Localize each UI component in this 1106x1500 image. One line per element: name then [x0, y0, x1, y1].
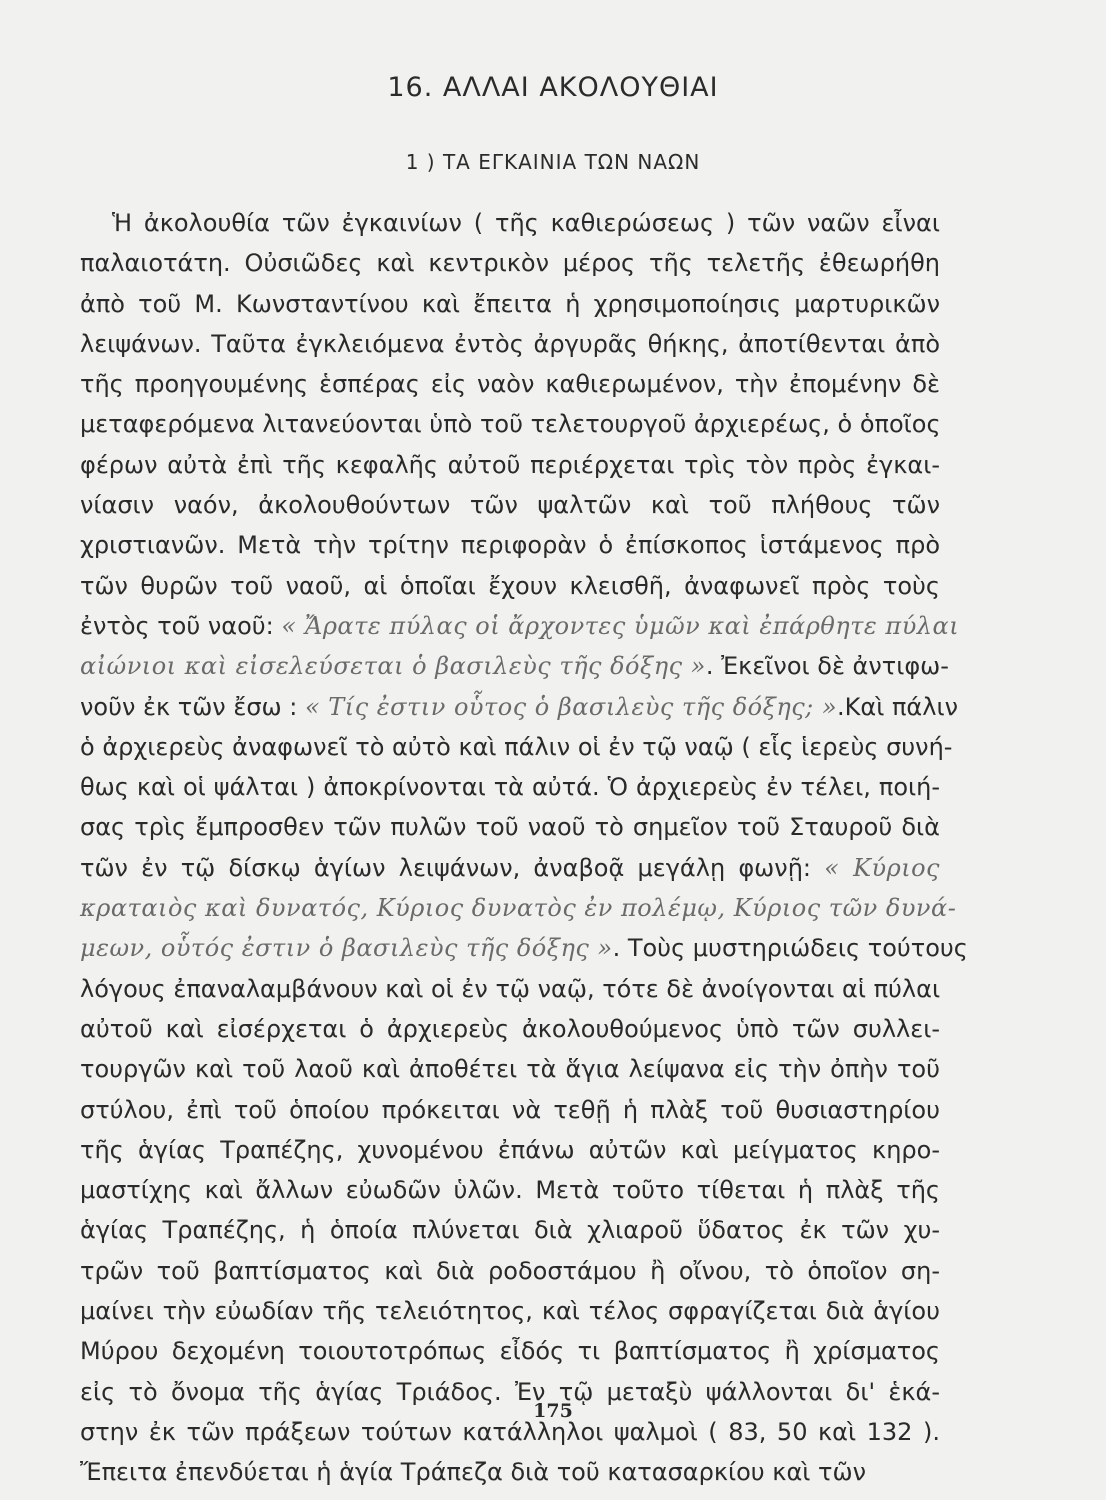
scripture-quote: « Ἄρατε πύλας οἱ ἄρχοντες ὑμῶν καὶ ἐπάρθητε πύλαι — [281, 611, 960, 640]
text-line: μαστίχης καὶ ἄλλων εὐωδῶν ὑλῶν. Μετὰ τοῦτο τίθεται ἡ πλὰξ τῆς — [80, 1176, 940, 1205]
scripture-quote: « Κύριος — [824, 853, 940, 882]
text-line — [80, 606, 960, 646]
line-text: . Ἐκεῖνοι δὲ ἀντιφω- — [705, 652, 949, 681]
line-text: νοῦν ἐκ τῶν ἔσω : — [80, 692, 305, 721]
scripture-quote: κραταιὸς καὶ δυνατός, Κύριος δυνατὸς ἐν πολέμῳ, Κύριος τῶν δυνά- — [80, 894, 957, 923]
text-line: ἁγίας Τραπέζης, ἡ ὁποία πλύνεται διὰ χλιαροῦ ὕδατος ἐκ τῶν χυ- — [80, 1216, 940, 1245]
text-line: λόγους ἐπαναλαμβάνουν καὶ οἱ ἐν τῷ ναῷ, τότε δὲ ἀνοίγονται αἱ πύλαι — [80, 974, 941, 1003]
scripture-quote: « Τίς ἐστιν οὗτος ὁ βασιλεὺς τῆς δόξης; » — [304, 692, 838, 721]
text-line: τρῶν τοῦ βαπτίσματος καὶ διὰ ροδοστάμου ἢ οἴνου, τὸ ὁποῖον ση- — [80, 1256, 940, 1285]
text-line — [80, 687, 958, 727]
text-line: τῆς ἁγίας Τραπέζης, χυνομένου ἐπάνω αὐτῶν καὶ μείγματος κηρο- — [80, 1135, 940, 1164]
text-line: ἀπὸ τοῦ Μ. Κωνσταντίνου καὶ ἔπειτα ἡ χρησιμοποίησις μαρτυρικῶν — [80, 289, 940, 318]
text-line: φέρων αὐτὰ ἐπὶ τῆς κεφαλῆς αὐτοῦ περιέρχεται τρὶς τὸν πρὸς ἐγκαι- — [80, 450, 940, 479]
text-line — [80, 888, 957, 928]
text-line: σας τρὶς ἔμπροσθεν τῶν πυλῶν τοῦ ναοῦ τὸ σημεῖον τοῦ Σταυροῦ διὰ — [80, 813, 940, 842]
body-text — [80, 203, 968, 1493]
text-line: τῆς προηγουμένης ἑσπέρας εἰς ναὸν καθιερωμένον, τὴν ἐπομένην δὲ — [80, 370, 940, 399]
text-line: εἰς τὸ ὄνομα τῆς ἁγίας Τριάδος. Ἐν τῷ μεταξὺ ψάλλονται δι' ἑκά- — [80, 1377, 940, 1406]
text-line: στην ἐκ τῶν πράξεων τούτων κατάλληλοι ψαλμοὶ ( 83, 50 καὶ 132 ). — [80, 1417, 940, 1446]
scripture-quote: αἰώνιοι καὶ εἰσελεύσεται ὁ βασιλεὺς τῆς δόξης » — [80, 652, 706, 681]
line-text: ἐντὸς τοῦ ναοῦ: — [80, 611, 282, 640]
text-line: στύλου, ἐπὶ τοῦ ὁποίου πρόκειται νὰ τεθῇ ἡ πλὰξ τοῦ θυσιαστηρίου — [80, 1095, 940, 1124]
text-line: ὁ ἀρχιερεὺς ἀναφωνεῖ τὸ αὐτὸ καὶ πάλιν οἱ ἐν τῷ ναῷ ( εἷς ἱερεὺς συνή- — [80, 732, 953, 761]
section-title: 1 ) ΤΑ ΕΓΚΑΙΝΙΑ ΤΩΝ ΝΑΩΝ — [405, 150, 701, 174]
text-line: παλαιοτάτη. Οὐσιῶδες καὶ κεντρικὸν μέρος τῆς τελετῆς ἐθεωρήθη — [80, 249, 940, 278]
text-line: νίασιν ναόν, ἀκολουθούντων τῶν ψαλτῶν καὶ τοῦ πλήθους τῶν — [80, 491, 940, 520]
line-text: . Τοὺς μυστηριώδεις τούτους — [612, 934, 968, 963]
text-line: αὐτοῦ καὶ εἰσέρχεται ὁ ἀρχιερεὺς ἀκολουθούμενος ὑπὸ τῶν συλλει- — [80, 1014, 940, 1043]
text-line: μεταφερόμενα λιτανεύονται ὑπὸ τοῦ τελετουργοῦ ἀρχιερέως, ὁ ὁποῖος — [80, 410, 941, 439]
text-line: λειψάνων. Ταῦτα ἐγκλειόμενα ἐντὸς ἀργυρᾶς θήκης, ἀποτίθενται ἀπὸ — [80, 329, 940, 358]
text-line: θως καὶ οἱ ψάλται ) ἀποκρίνονται τὰ αὐτά. Ὁ ἀρχιερεὺς ἐν τέλει, ποιή- — [80, 773, 940, 802]
text-line: χριστιανῶν. Μετὰ τὴν τρίτην περιφορὰν ὁ ἐπίσκοπος ἱστάμενος πρὸ — [80, 531, 940, 560]
text-line: τουργῶν καὶ τοῦ λαοῦ καὶ ἀποθέτει τὰ ἅγια λείψανα εἰς τὴν ὀπὴν τοῦ — [80, 1055, 940, 1084]
text-line — [80, 928, 968, 968]
text-line — [80, 646, 949, 686]
line-text: .Καὶ πάλιν — [837, 692, 958, 721]
text-line: Ἡ ἀκολουθία τῶν ἐγκαινίων ( τῆς καθιερώσεως ) τῶν ναῶν εἶναι — [112, 209, 940, 237]
line-text: τῶν ἐν τῷ δίσκῳ ἁγίων λειψάνων, ἀναβοᾷ μεγάλῃ φωνῇ: — [80, 853, 825, 882]
text-line: Ἔπειτα ἐπενδύεται ἡ ἁγία Τράπεζα διὰ τοῦ κατασαρκίου καὶ τῶν — [80, 1458, 866, 1487]
chapter-title: 16. ΑΛΛΑΙ ΑΚΟΛΟΥΘΙΑΙ — [387, 72, 719, 103]
text-line: τῶν θυρῶν τοῦ ναοῦ, αἱ ὁποῖαι ἔχουν κλεισθῆ, ἀναφωνεῖ πρὸς τοὺς — [80, 571, 940, 600]
text-line: μαίνει τὴν εὐωδίαν τῆς τελειότητος, καὶ τέλος σφραγίζεται διὰ ἁγίου — [80, 1297, 940, 1326]
text-line: Μύρου δεχομένη τοιουτοτρόπως εἶδός τι βαπτίσματος ἢ χρίσματος — [80, 1337, 940, 1366]
text-line — [80, 848, 940, 888]
page-number: 175 — [533, 1400, 573, 1422]
scripture-quote: μεων, οὗτός ἐστιν ὁ βασιλεὺς τῆς δόξης » — [80, 934, 613, 963]
